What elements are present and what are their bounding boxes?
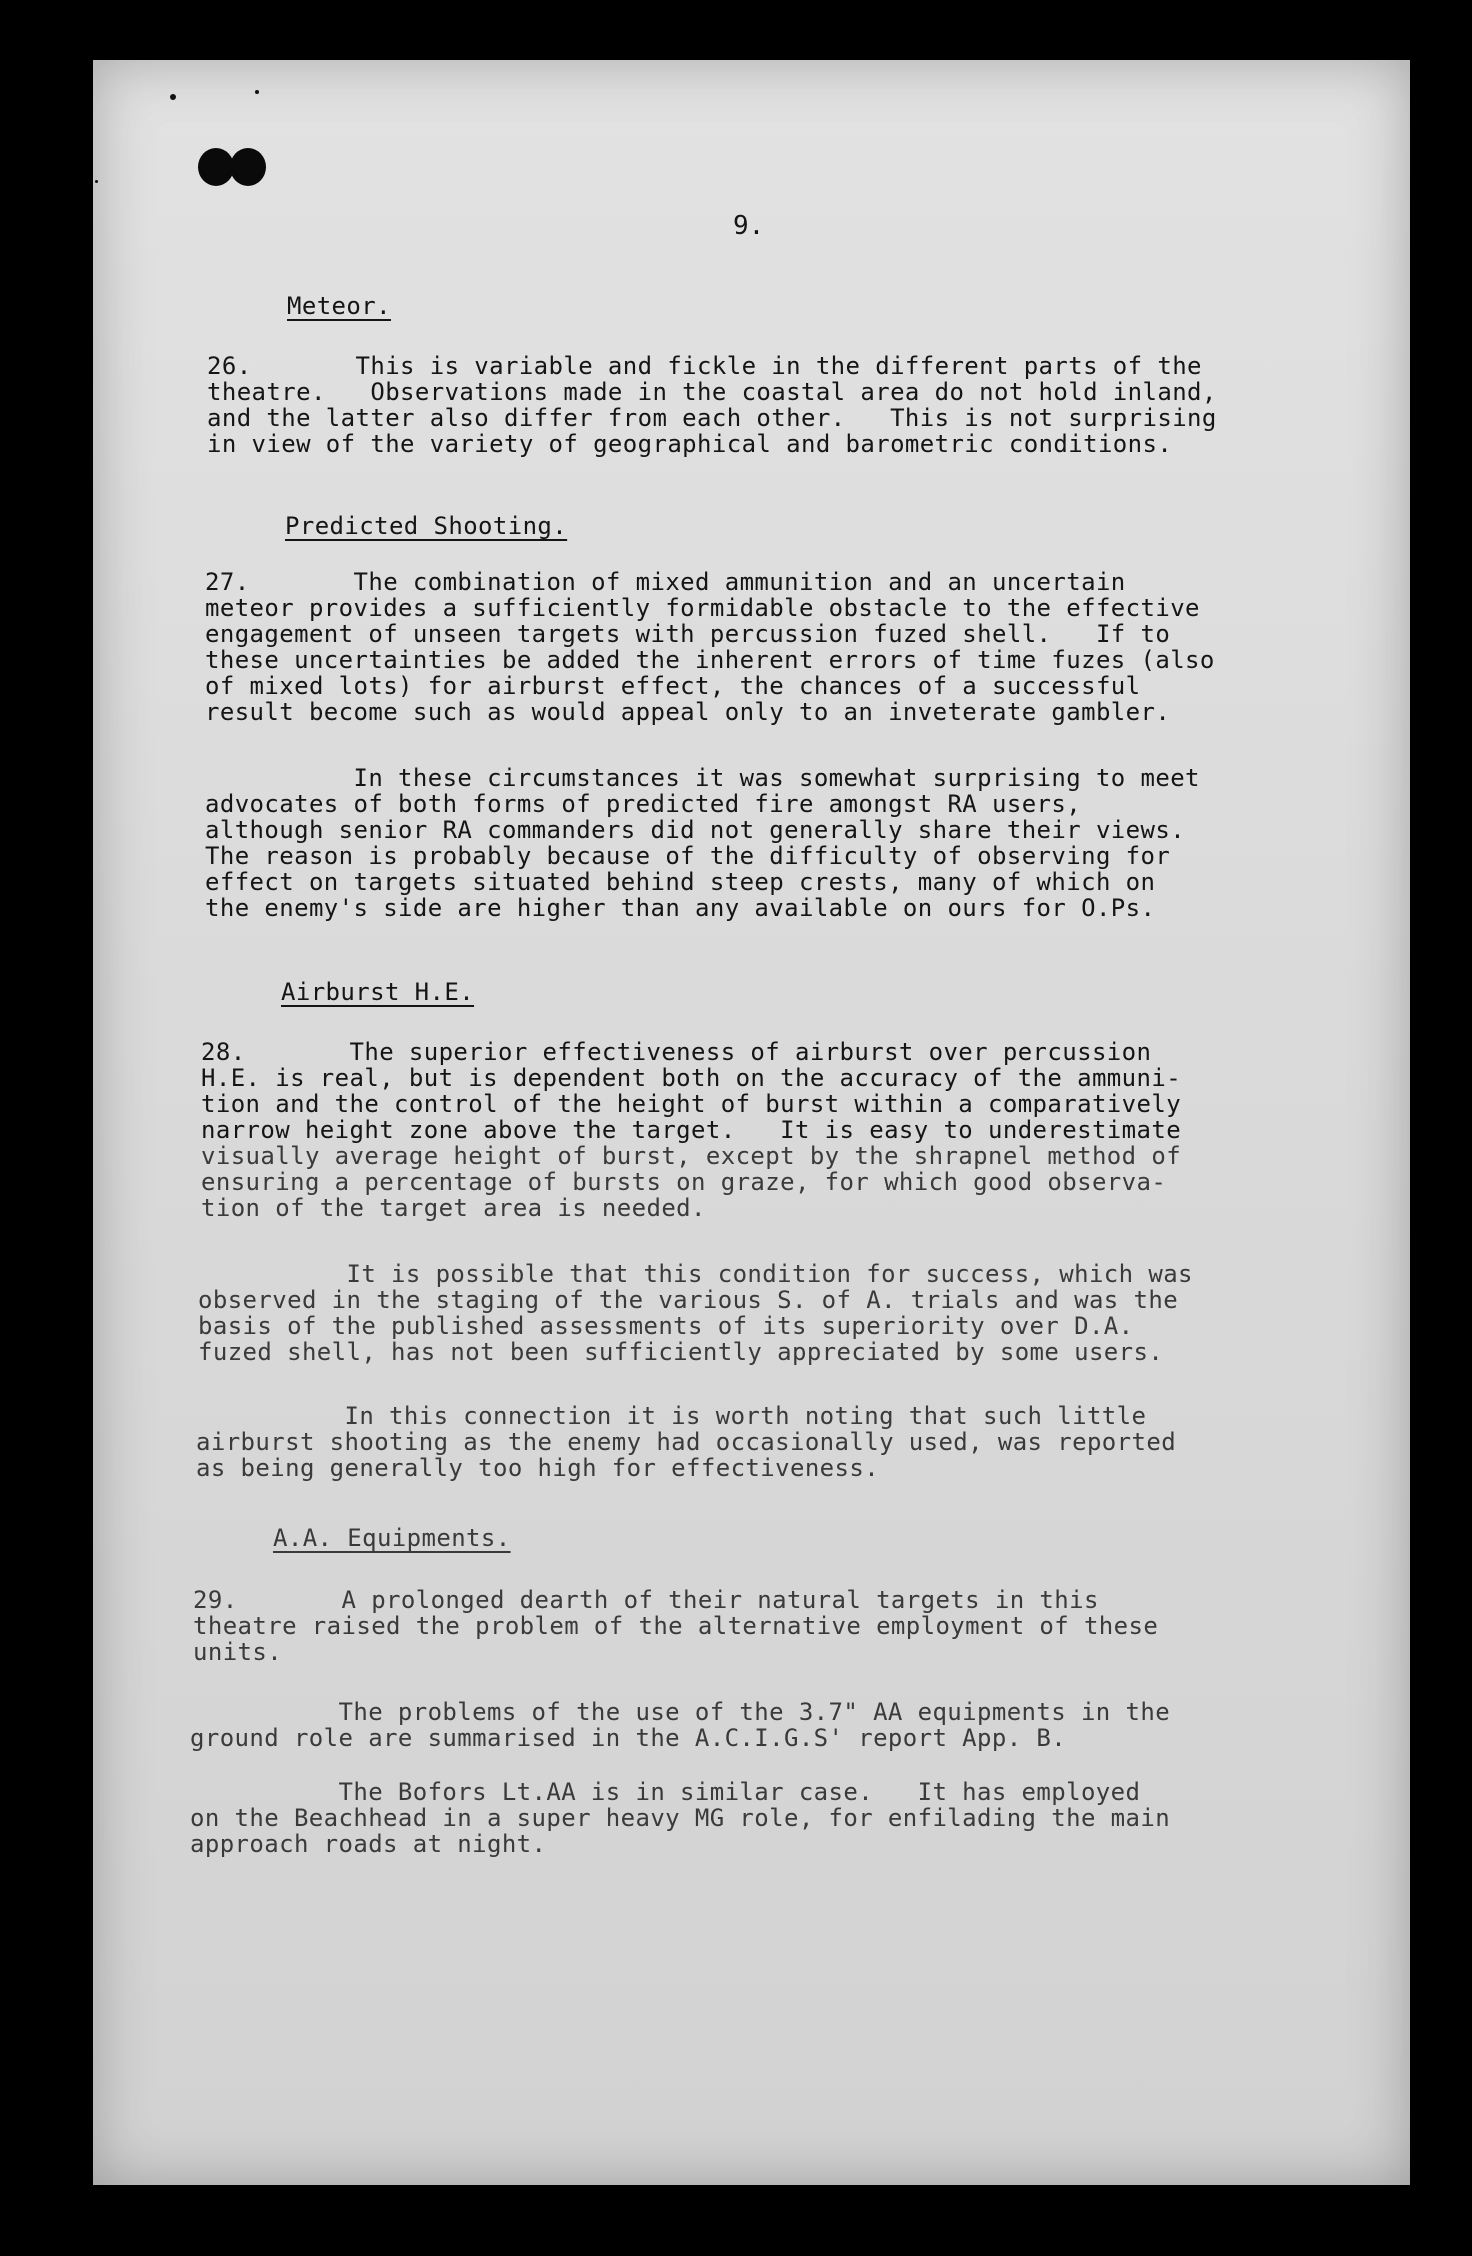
paragraph-line: airburst shooting as the enemy had occasionally used, was reported xyxy=(196,1428,1177,1456)
paragraph-line: result become such as would appeal only to an inveterate gambler. xyxy=(205,698,1171,726)
paragraph-line: as being generally too high for effectiveness. xyxy=(196,1454,880,1482)
paragraph-line: The problems of the use of the 3.7" AA equipments in the xyxy=(190,1698,1171,1726)
paragraph-line: H.E. is real, but is dependent both on the accuracy of the ammuni- xyxy=(201,1064,1182,1092)
page-number: 9. xyxy=(733,211,765,241)
paragraph-line: on the Beachhead in a super heavy MG role, for enfilading the main xyxy=(190,1804,1171,1832)
paragraph-line: and the latter also differ from each other. This is not surprising xyxy=(207,404,1217,432)
paragraph-line: advocates of both forms of predicted fire amongst RA users, xyxy=(205,790,1082,818)
paragraph-line: tion and the control of the height of burst within a comparatively xyxy=(201,1090,1182,1118)
paragraph-line: visually average height of burst, except by the shrapnel method of xyxy=(201,1142,1182,1170)
paragraph-line: 29. A prolonged dearth of their natural targets in this xyxy=(193,1586,1099,1614)
paragraph-line: It is possible that this condition for success, which was xyxy=(198,1260,1193,1288)
paragraph-line: of mixed lots) for airburst effect, the chances of a successful xyxy=(205,672,1141,700)
section-heading-aa-equipments: A.A. Equipments. xyxy=(273,1524,511,1552)
paragraph-line: tion of the target area is needed. xyxy=(201,1194,706,1222)
paragraph-line: the enemy's side are higher than any available on ours for O.Ps. xyxy=(205,894,1156,922)
paragraph-line: In these circumstances it was somewhat surprising to meet xyxy=(205,764,1200,792)
section-heading-predicted-shooting: Predicted Shooting. xyxy=(285,512,568,540)
paragraph-line: narrow height zone above the target. It is easy to underestimate xyxy=(201,1116,1182,1144)
paragraph-line: effect on targets situated behind steep crests, many of which on xyxy=(205,868,1156,896)
paragraph-line: in view of the variety of geographical and barometric conditions. xyxy=(207,430,1173,458)
paragraph-line: theatre raised the problem of the alternative employment of these xyxy=(193,1612,1159,1640)
paragraph-line: although senior RA commanders did not generally share their views. xyxy=(205,816,1186,844)
paragraph-line: 26. This is variable and fickle in the different parts of the xyxy=(207,352,1202,380)
paragraph-line: approach roads at night. xyxy=(190,1830,547,1858)
paragraph-line: In this connection it is worth noting that such little xyxy=(196,1402,1147,1430)
paragraph-line: engagement of unseen targets with percussion fuzed shell. If to xyxy=(205,620,1171,648)
paragraph-line: these uncertainties be added the inherent errors of time fuzes (also xyxy=(205,646,1215,674)
section-heading-airburst: Airburst H.E. xyxy=(281,978,475,1006)
paragraph-line: 28. The superior effectiveness of airburst over percussion xyxy=(201,1038,1152,1066)
paragraph-line: theatre. Observations made in the coastal area do not hold inland, xyxy=(207,378,1217,406)
paragraph-line: meteor provides a sufficiently formidable obstacle to the effective xyxy=(205,594,1200,622)
paragraph-line: observed in the staging of the various S. of A. trials and was the xyxy=(198,1286,1179,1314)
paragraph-line: The reason is probably because of the difficulty of observing for xyxy=(205,842,1171,870)
paragraph-line: units. xyxy=(193,1638,283,1666)
paragraph-line: The Bofors Lt.AA is in similar case. It has employed xyxy=(190,1778,1141,1806)
paragraph-line: ground role are summarised in the A.C.I.G.S' report App. B. xyxy=(190,1724,1067,1752)
paragraph-line: ensuring a percentage of bursts on graze, for which good observa- xyxy=(201,1168,1167,1196)
section-heading-meteor: Meteor. xyxy=(287,292,391,320)
paragraph-line: 27. The combination of mixed ammunition and an uncertain xyxy=(205,568,1126,596)
paragraph-line: basis of the published assessments of its superiority over D.A. xyxy=(198,1312,1134,1340)
paragraph-line: fuzed shell, has not been sufficiently appreciated by some users. xyxy=(198,1338,1164,1366)
